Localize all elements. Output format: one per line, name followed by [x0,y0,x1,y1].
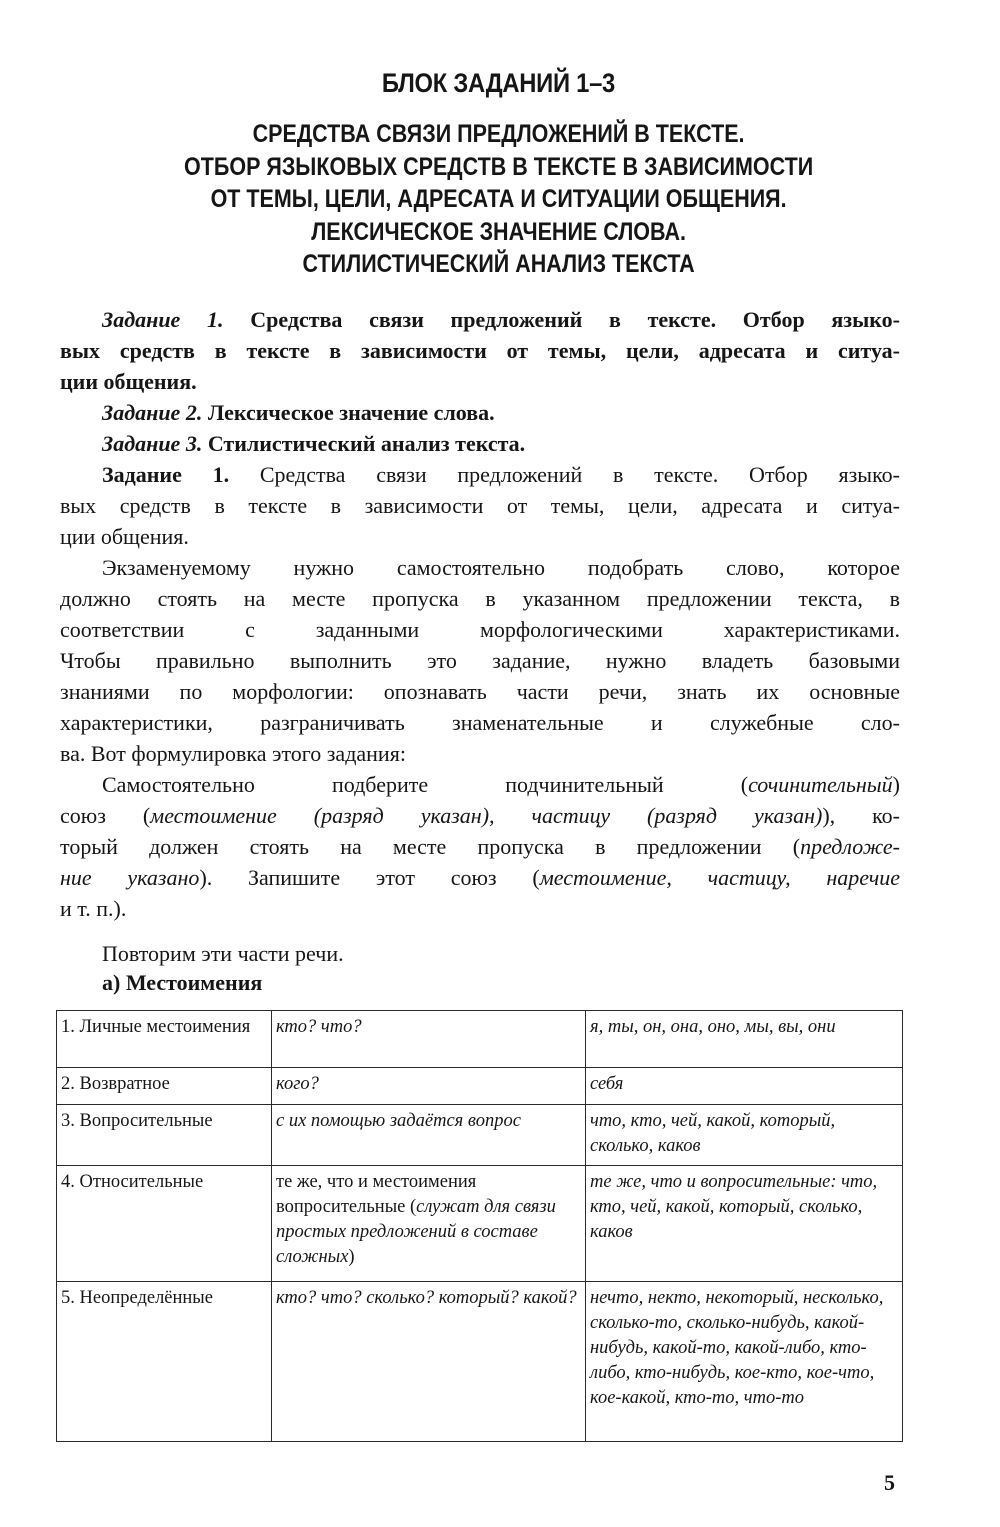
review-intro: Повторим эти части речи. [102,941,344,966]
explanation-line: должно стоять на месте пропуска в указанном предложении текста, в [60,586,900,611]
task-1-section [60,459,900,552]
table-row [57,1282,903,1442]
pronoun-examples-cell: те же, что и вопросительные: что, кто, чей, какой, который, сколько, каков [586,1166,903,1282]
explanation-line: Чтобы правильно выполнить это задание, нужно владеть базовыми [60,648,900,673]
task-1-section-line: Задание 1. Средства связи предложений в тексте. Отбор языко- [102,462,900,487]
subtitle-line: ОТБОР ЯЗЫКОВЫХ СРЕДСТВ В ТЕКСТЕ В ЗАВИСИМОСТИ [184,152,814,181]
tasks-overview [60,304,900,459]
task-1-line: вых средств в тексте в зависимости от темы, цели, адресата и ситуа- [60,338,900,363]
explanation-line: знаниями по морфологии: опознавать части речи, знать их основные [60,679,900,704]
pronoun-examples-cell: я, ты, он, она, оно, мы, вы, они [586,1011,903,1068]
pronoun-question-cell: кого? [272,1068,586,1105]
explanation-line: характеристики, разграничивать знаменательные и служебные сло- [60,710,900,735]
subtitle-line: ЛЕКСИЧЕСКОЕ ЗНАЧЕНИЕ СЛОВА. [311,217,686,246]
section-a-title: а) Местоимения [102,970,263,995]
pronoun-type-cell: 5. Неопределённые [57,1282,272,1442]
task-3-label: Задание 3. [102,431,203,456]
table-row [57,1011,903,1068]
task-formulation [60,769,900,924]
block-title: БЛОК ЗАДАНИЙ 1–3 [381,68,615,98]
task-1-label: Задание 1. [102,307,224,332]
explanation-line: ва. Вот формулировка этого задания: [60,741,406,766]
formulation-line: и т. п.). [60,896,127,921]
review-section [60,939,900,997]
pronoun-type-cell: 3. Вопросительные [57,1105,272,1166]
pronoun-question-cell: кто? что? [272,1011,586,1068]
formulation-line: союз (местоимение (разряд указан), частицу (разряд указан)), ко- [60,803,900,828]
task-2-line: Задание 2. Лексическое значение слова. [102,400,495,425]
table-row [57,1105,903,1166]
task-3-line: Задание 3. Стилистический анализ текста. [102,431,526,456]
formulation-line: ние указано). Запишите этот союз (местоимение, частицу, наречие [60,865,900,890]
pronoun-question-cell: кто? что? сколько? который? какой? [272,1282,586,1442]
subtitle-line: СРЕДСТВА СВЯЗИ ПРЕДЛОЖЕНИЙ В ТЕКСТЕ. [252,120,745,148]
pronoun-type-cell: 4. Относительные [57,1166,272,1282]
task-1-section-line: ции общения. [60,524,189,549]
explanation-paragraph [60,552,900,769]
section-subtitle [69,118,929,281]
task-2-label: Задание 2. [102,400,203,425]
pronoun-examples-cell: себя [586,1068,903,1105]
pronoun-examples-cell: нечто, некто, некоторый, несколько, сколько-то, сколько-нибудь, какой-нибудь, какой-то, какой-либо, кто-либо, кто-нибудь, кое-кто, кое-что, кое-какой, кто-то, что-то [586,1282,903,1442]
pronoun-examples-cell: что, кто, чей, какой, который, сколько, каков [586,1105,903,1166]
task-1-line: ции общения. [60,369,197,394]
explanation-line: Экзаменуемому нужно самостоятельно подобрать слово, которое [102,555,900,580]
pronoun-type-cell: 2. Возвратное [57,1068,272,1105]
formulation-line: торый должен стоять на месте пропуска в предложении (предложе- [60,834,900,859]
task-1-line: Задание 1. Средства связи предложений в тексте. Отбор языко- [102,307,900,332]
task-1-section-label: Задание 1. [102,462,230,487]
explanation-line: соответствии с заданными морфологическими характеристиками. [60,617,900,642]
subtitle-line: СТИЛИСТИЧЕСКИЙ АНАЛИЗ ТЕКСТА [302,250,695,278]
table-row [57,1068,903,1105]
pronoun-question-cell: с их помощью задаётся вопрос [272,1105,586,1166]
pronoun-question-cell: те же, что и местоимения вопросительные (служат для связи простых предложений в составе сложных) [272,1166,586,1282]
pronouns-table [56,1010,903,1442]
task-1-section-line: вых средств в тексте в зависимости от темы, цели, адресата и ситуа- [60,493,900,518]
subtitle-line: ОТ ТЕМЫ, ЦЕЛИ, АДРЕСАТА И СИТУАЦИИ ОБЩЕНИЯ. [210,185,787,213]
pronoun-type-cell: 1. Личные местоимения [57,1011,272,1068]
page-number: 5 [884,1470,895,1495]
table-row [57,1166,903,1282]
formulation-line: Самостоятельно подберите подчинительный (сочинительный) [102,772,900,797]
